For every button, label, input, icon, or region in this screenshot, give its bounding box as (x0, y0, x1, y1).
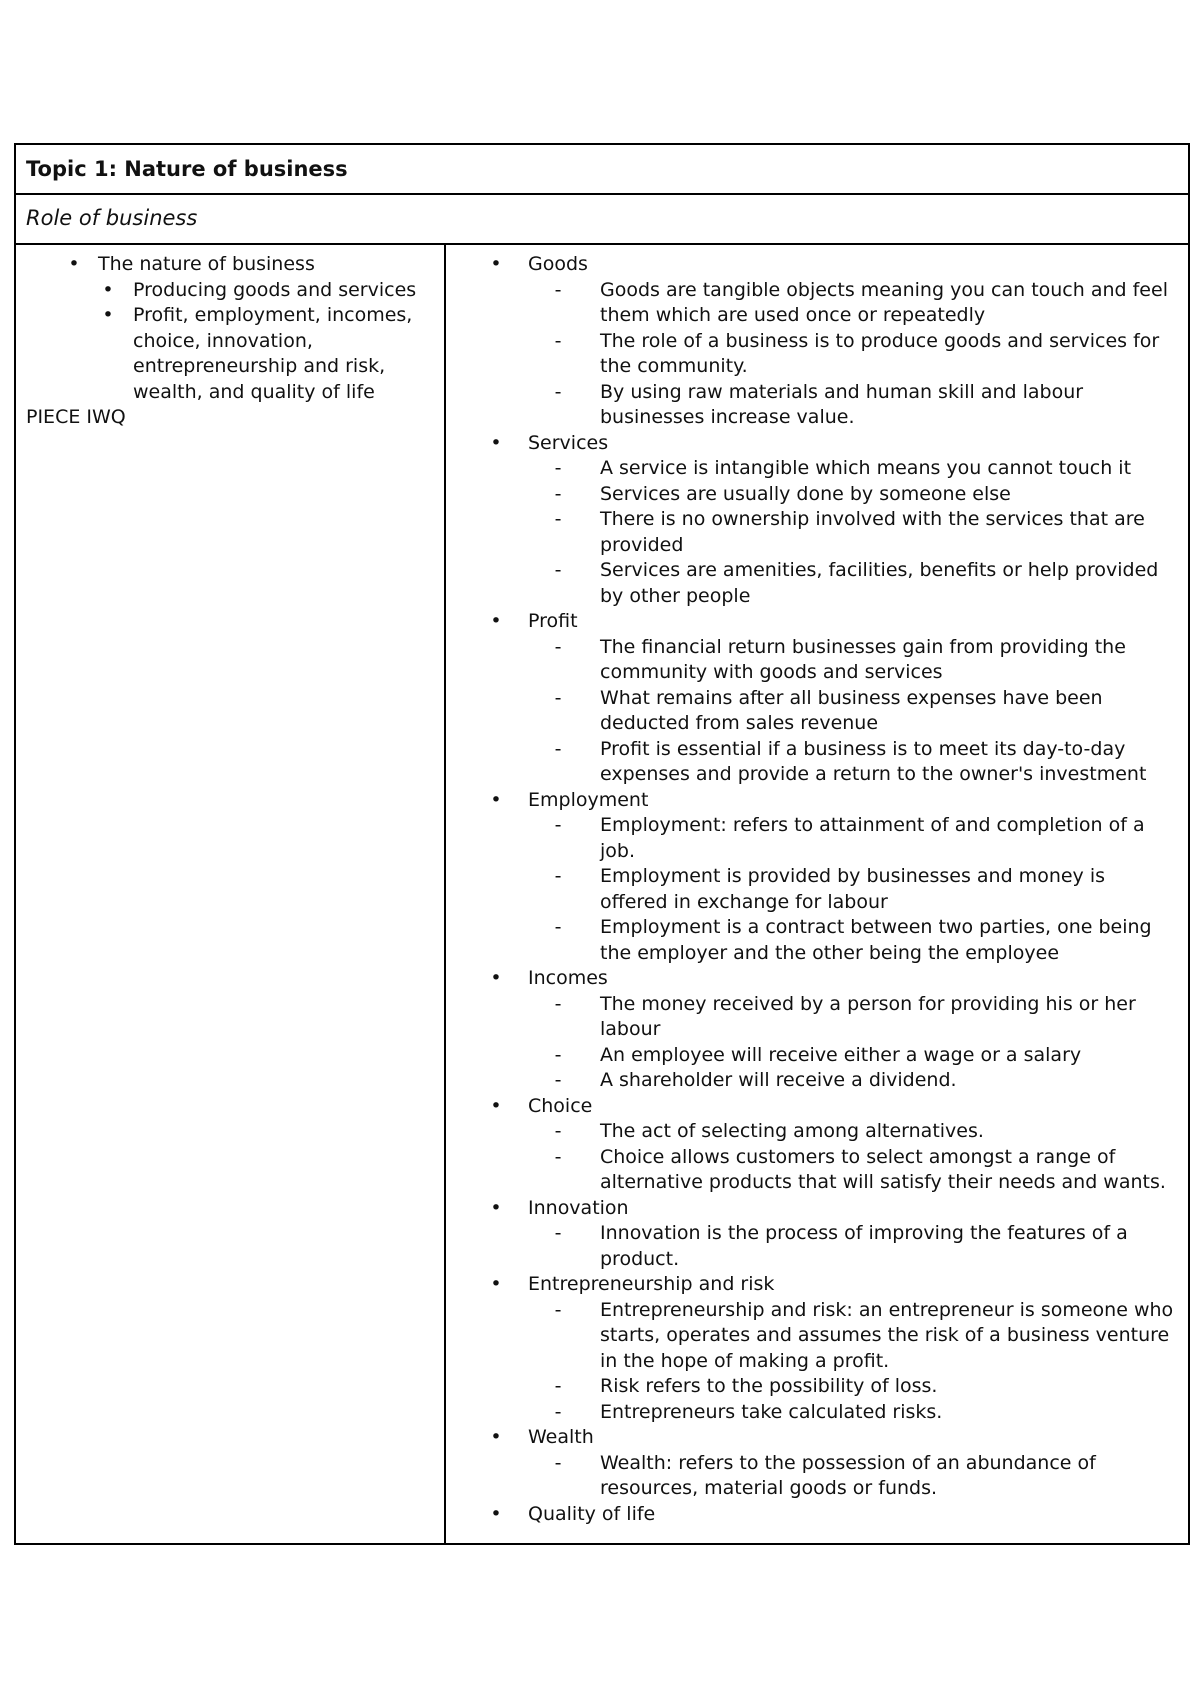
point-text: There is no ownership involved with the services that are provided (600, 508, 1145, 556)
left-list (26, 252, 436, 278)
point-text: A service is intangible which means you cannot touch it (600, 457, 1132, 479)
dash-icon: - (554, 559, 562, 581)
bullet-icon: • (490, 431, 502, 454)
section-item (446, 1094, 1178, 1196)
section-item (446, 252, 1178, 431)
bullet-icon: • (490, 610, 502, 632)
point-item (446, 1221, 1178, 1272)
point-text: Risk refers to the possibility of loss. (600, 1375, 938, 1397)
dash-icon: - (554, 1400, 562, 1423)
point-text: The role of a business is to produce goods and services for the community. (600, 329, 1160, 377)
section-item (446, 788, 1178, 967)
point-item (446, 813, 1178, 864)
point-item (446, 1451, 1178, 1502)
bullet-icon: • (490, 1502, 502, 1525)
dash-icon: - (554, 1069, 562, 1091)
section-heading: Incomes (528, 967, 608, 989)
point-text: Profit is essential if a business is to meet its day-to-day expenses and provide a return to the owner's investment (600, 737, 1147, 785)
point-item (446, 1400, 1178, 1426)
point-text: A shareholder will receive a dividend. (600, 1069, 957, 1091)
dash-icon: - (554, 1043, 562, 1066)
left-subitem-label: Producing goods and services (133, 278, 417, 301)
left-sublist-item (98, 303, 436, 405)
bullet-icon: • (490, 1094, 502, 1117)
point-text: An employee will receive either a wage or a salary (600, 1043, 1082, 1066)
point-item (446, 278, 1178, 329)
section-subtitle-row (16, 195, 1188, 245)
section-points (446, 635, 1178, 788)
point-text: Wealth: refers to the possession of an abundance of resources, material goods or funds. (600, 1451, 1096, 1499)
right-list (446, 252, 1178, 1527)
point-text: Entrepreneurs take calculated risks. (600, 1400, 943, 1423)
section-heading: Goods (528, 253, 588, 275)
dash-icon: - (554, 482, 562, 505)
point-text: Services are usually done by someone else (600, 482, 1011, 505)
dash-icon: - (554, 380, 562, 403)
section-item (446, 431, 1178, 610)
dash-icon: - (554, 329, 562, 352)
topic-title: Topic 1: Nature of business (26, 157, 348, 181)
bullet-icon: • (490, 1273, 502, 1295)
point-item (446, 1068, 1178, 1094)
point-item (446, 380, 1178, 431)
section-subtitle: Role of business (26, 206, 198, 230)
point-text: By using raw materials and human skill and labour businesses increase value. (600, 380, 1084, 428)
section-points (446, 278, 1178, 431)
section-points (446, 992, 1178, 1094)
section-item (446, 1272, 1178, 1425)
dash-icon: - (554, 1298, 562, 1321)
point-item (446, 1374, 1178, 1400)
point-text: Employment is a contract between two parties, one being the employer and the other being the employee (600, 916, 1152, 964)
bullet-icon: • (102, 304, 114, 326)
point-text: Employment is provided by businesses and money is offered in exchange for labour (600, 865, 1106, 913)
bullet-icon: • (490, 967, 502, 989)
point-item (446, 915, 1178, 966)
left-sublist-item (98, 278, 436, 304)
section-heading: Wealth (528, 1426, 594, 1448)
point-item (446, 507, 1178, 558)
section-points (446, 456, 1178, 609)
section-heading: Choice (528, 1094, 593, 1117)
dash-icon: - (554, 508, 562, 530)
point-item (446, 1043, 1178, 1069)
topic-title-row (16, 145, 1188, 195)
dash-icon: - (554, 1145, 562, 1168)
left-column (16, 245, 446, 1543)
section-item (446, 1196, 1178, 1273)
dash-icon: - (554, 916, 562, 938)
dash-icon: - (554, 814, 562, 836)
point-item (446, 329, 1178, 380)
dash-icon: - (554, 686, 562, 709)
left-main-label: The nature of business (98, 253, 315, 275)
dash-icon: - (554, 1451, 562, 1474)
point-item (446, 558, 1178, 609)
dash-icon: - (554, 278, 562, 301)
content-row (16, 245, 1188, 1543)
section-heading: Entrepreneurship and risk (528, 1273, 775, 1295)
point-text: Innovation is the process of improving the features of a product. (600, 1222, 1128, 1270)
point-text: Entrepreneurship and risk: an entrepreneur is someone who starts, operates and assumes the risk of a business venture in the hope of making a profit. (600, 1298, 1174, 1372)
section-heading: Employment (528, 788, 649, 811)
dash-icon: - (554, 1222, 562, 1244)
point-item (446, 686, 1178, 737)
section-item (446, 1425, 1178, 1502)
point-item (446, 737, 1178, 788)
section-points (446, 1298, 1178, 1426)
point-text: Goods are tangible objects meaning you can touch and feel them which are used once or repeatedly (600, 278, 1168, 326)
point-text: What remains after all business expenses have been deducted from sales revenue (600, 686, 1103, 734)
section-item (446, 1502, 1178, 1528)
point-item (446, 482, 1178, 508)
bullet-icon: • (68, 253, 80, 275)
dash-icon: - (554, 992, 562, 1015)
point-text: Choice allows customers to select amongst a range of alternative products that will satisfy their needs and wants. (600, 1145, 1166, 1193)
bullet-icon: • (490, 1196, 502, 1219)
dash-icon: - (554, 737, 562, 760)
bullet-icon: • (490, 1426, 502, 1448)
point-text: The financial return businesses gain from providing the community with goods and services (600, 635, 1126, 683)
bullet-icon: • (490, 788, 502, 811)
dash-icon: - (554, 865, 562, 887)
point-item (446, 864, 1178, 915)
point-item (446, 992, 1178, 1043)
point-item (446, 456, 1178, 482)
section-heading: Services (528, 431, 609, 454)
left-subitem-label: Profit, employment, incomes, choice, innovation, entrepreneurship and risk, wealth, and quality of life (133, 304, 413, 403)
section-heading: Innovation (528, 1196, 629, 1219)
point-item (446, 1119, 1178, 1145)
bullet-icon: • (102, 278, 114, 301)
left-sublist (98, 278, 436, 406)
point-item (446, 1298, 1178, 1375)
section-item (446, 966, 1178, 1094)
point-text: The money received by a person for providing his or her labour (600, 992, 1136, 1040)
notes-table (14, 143, 1190, 1545)
left-list-item (26, 252, 436, 278)
point-item (446, 1145, 1178, 1196)
point-text: Services are amenities, facilities, benefits or help provided by other people (600, 559, 1159, 607)
section-heading: Profit (528, 610, 578, 632)
section-item (446, 609, 1178, 788)
point-item (446, 635, 1178, 686)
section-points (446, 813, 1178, 966)
section-points (446, 1119, 1178, 1196)
left-note: PIECE IWQ (26, 406, 126, 428)
point-text: The act of selecting among alternatives. (600, 1120, 984, 1142)
section-heading: Quality of life (528, 1502, 656, 1525)
dash-icon: - (554, 1120, 562, 1142)
dash-icon: - (554, 457, 562, 479)
point-text: Employment: refers to attainment of and completion of a job. (600, 814, 1145, 862)
bullet-icon: • (490, 253, 502, 275)
section-points (446, 1221, 1178, 1272)
dash-icon: - (554, 1375, 562, 1397)
dash-icon: - (554, 635, 562, 658)
section-points (446, 1451, 1178, 1502)
right-column (446, 245, 1188, 1543)
